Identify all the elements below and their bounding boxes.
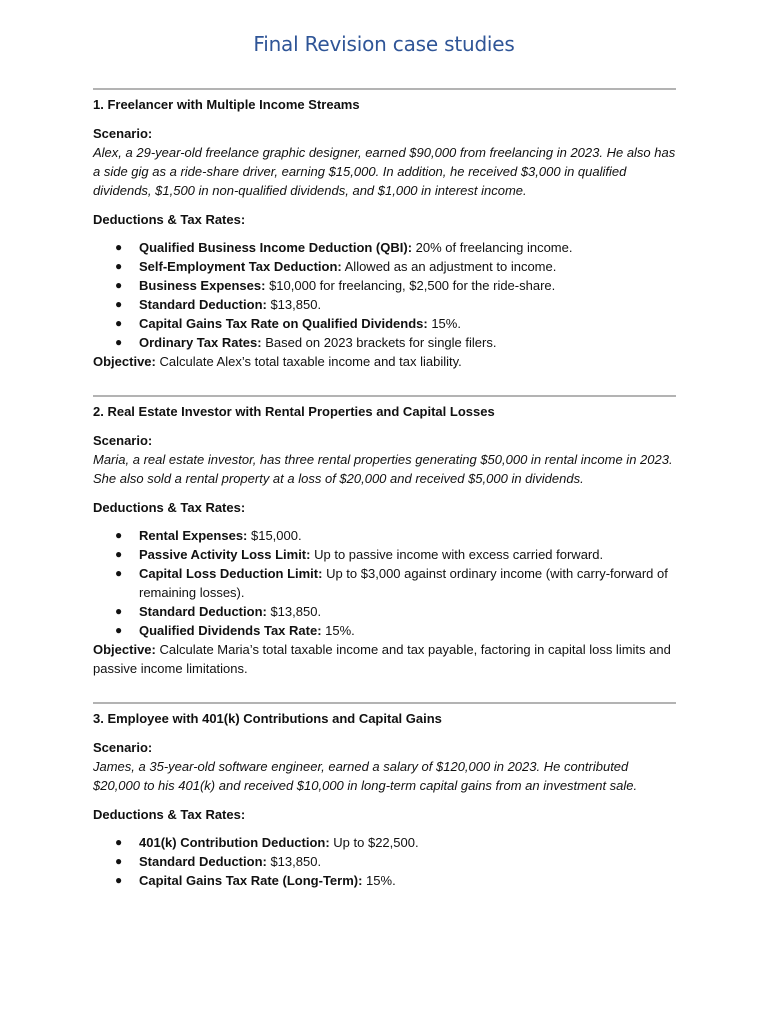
list-item xyxy=(115,564,676,602)
bullet-icon: ● xyxy=(115,316,123,330)
section-heading: 1. Freelancer with Multiple Income Streams xyxy=(93,97,360,112)
item-text: Allowed as an adjustment to income. xyxy=(341,259,557,274)
item-label: Ordinary Tax Rates: xyxy=(139,335,262,350)
bullet-icon: ● xyxy=(115,335,123,349)
bullet-icon: ● xyxy=(115,623,123,637)
item-label: 401(k) Contribution Deduction: xyxy=(139,835,330,850)
scenario-label: Scenario: xyxy=(93,433,153,448)
item-label: Capital Loss Deduction Limit: xyxy=(139,566,323,581)
item-text: Up to passive income with excess carried forward. xyxy=(310,547,604,562)
case-study-section xyxy=(93,88,676,371)
document-body xyxy=(93,88,676,905)
section-heading: 3. Employee with 401(k) Contributions and Capital Gains xyxy=(93,711,442,726)
bullet-icon: ● xyxy=(115,566,123,580)
list-item xyxy=(115,333,676,352)
case-study-section xyxy=(93,395,676,678)
list-item xyxy=(115,276,676,295)
bullet-icon: ● xyxy=(115,297,123,311)
list-item xyxy=(115,545,676,564)
bullet-icon: ● xyxy=(115,528,123,542)
list-item xyxy=(115,852,676,871)
item-text: $13,850. xyxy=(266,854,322,869)
item-text: 20% of freelancing income. xyxy=(412,240,573,255)
item-label: Standard Deduction: xyxy=(139,854,267,869)
scenario-label: Scenario: xyxy=(93,126,153,141)
document-title: Final Revision case studies xyxy=(253,32,515,56)
item-text: Up to $3,000 against ordinary income (with carry-forward of remaining losses). xyxy=(139,566,668,600)
item-label: Capital Gains Tax Rate on Qualified Dividends: xyxy=(139,316,428,331)
item-label: Qualified Business Income Deduction (QBI): xyxy=(139,240,413,255)
item-label: Qualified Dividends Tax Rate: xyxy=(139,623,322,638)
item-text: $15,000. xyxy=(247,528,302,543)
item-label: Standard Deduction: xyxy=(139,604,267,619)
section-heading: 2. Real Estate Investor with Rental Properties and Capital Losses xyxy=(93,404,495,419)
list-item xyxy=(115,871,676,890)
objective-label: Objective: xyxy=(93,354,156,369)
list-item xyxy=(115,621,676,640)
objective-text: Calculate Maria’s total taxable income and tax payable, factoring in capital loss limits and passive income limitations. xyxy=(93,642,671,676)
item-label: Passive Activity Loss Limit: xyxy=(139,547,311,562)
list-item xyxy=(115,314,676,333)
section-divider xyxy=(93,88,676,90)
scenario-text: Maria, a real estate investor, has three rental properties generating $50,000 in rental income in 2023. She also sold a rental property at a loss of $20,000 and received $5,000 in dividends. xyxy=(93,452,673,486)
item-label: Rental Expenses: xyxy=(139,528,248,543)
deductions-label: Deductions & Tax Rates: xyxy=(93,807,246,822)
item-text: Based on 2023 brackets for single filers. xyxy=(261,335,497,350)
bullet-icon: ● xyxy=(115,854,123,868)
list-item xyxy=(115,602,676,621)
bullet-icon: ● xyxy=(115,873,123,887)
item-text: 15%. xyxy=(427,316,461,331)
item-text: Up to $22,500. xyxy=(329,835,419,850)
scenario-text: James, a 35-year-old software engineer, earned a salary of $120,000 in 2023. He contributed $20,000 to his 401(k) and received $10,000 in long-term capital gains from an investment sale. xyxy=(93,759,638,793)
case-study-section xyxy=(93,702,676,890)
item-text: $13,850. xyxy=(266,297,322,312)
scenario-label: Scenario: xyxy=(93,740,153,755)
bullet-icon: ● xyxy=(115,278,123,292)
bullet-icon: ● xyxy=(115,604,123,618)
deductions-label: Deductions & Tax Rates: xyxy=(93,500,246,515)
list-item xyxy=(115,238,676,257)
section-divider xyxy=(93,702,676,704)
deductions-list xyxy=(93,526,676,640)
section-divider xyxy=(93,395,676,397)
item-text: 15%. xyxy=(362,873,396,888)
list-item xyxy=(115,257,676,276)
bullet-icon: ● xyxy=(115,547,123,561)
item-label: Self-Employment Tax Deduction: xyxy=(139,259,342,274)
objective-paragraph xyxy=(93,352,676,371)
scenario-text: Alex, a 29-year-old freelance graphic designer, earned $90,000 from freelancing in 2023. He also has a side gig as a ride-share driver, earning $15,000. In addition, he received $3,000 in qualified dividends, $1,500 in non-qualified dividends, and $1,000 in interest income. xyxy=(93,145,676,198)
item-label: Business Expenses: xyxy=(139,278,266,293)
bullet-icon: ● xyxy=(115,240,123,254)
bullet-icon: ● xyxy=(115,259,123,273)
list-item xyxy=(115,295,676,314)
deductions-list xyxy=(93,833,676,890)
list-item xyxy=(115,833,676,852)
item-label: Capital Gains Tax Rate (Long-Term): xyxy=(139,873,363,888)
deductions-label: Deductions & Tax Rates: xyxy=(93,212,246,227)
objective-text: Calculate Alex’s total taxable income and tax liability. xyxy=(155,354,462,369)
item-label: Standard Deduction: xyxy=(139,297,267,312)
item-text: 15%. xyxy=(321,623,355,638)
item-text: $13,850. xyxy=(266,604,322,619)
bullet-icon: ● xyxy=(115,835,123,849)
list-item xyxy=(115,526,676,545)
objective-label: Objective: xyxy=(93,642,156,657)
objective-paragraph xyxy=(93,640,676,678)
deductions-list xyxy=(93,238,676,352)
item-text: $10,000 for freelancing, $2,500 for the ride-share. xyxy=(265,278,556,293)
